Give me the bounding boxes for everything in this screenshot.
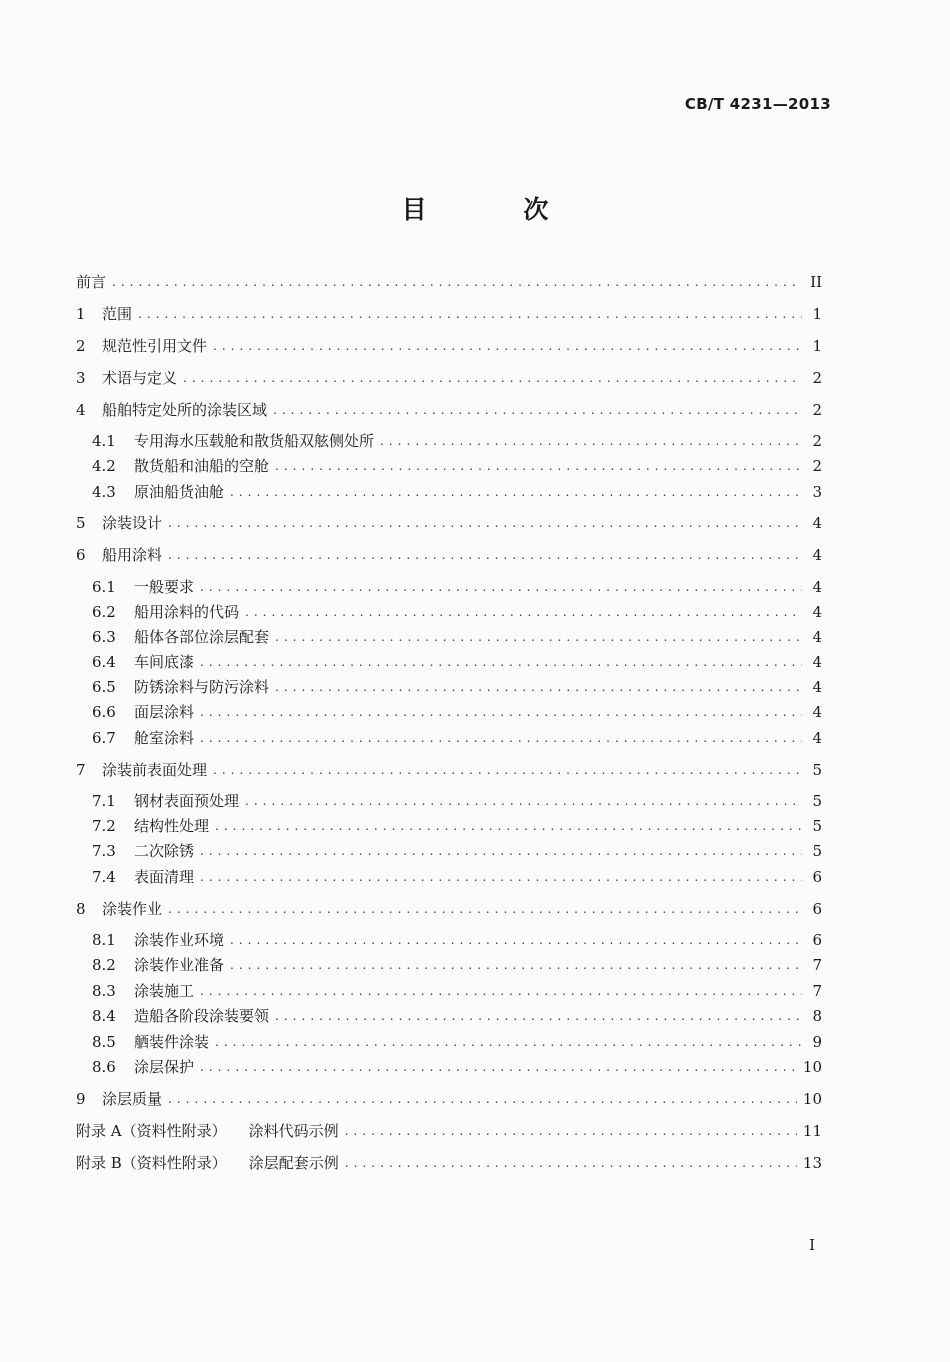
page-folio: I — [809, 1236, 815, 1254]
toc-entry-number: 3 — [76, 369, 86, 387]
toc-entry-page: 9 — [812, 1033, 822, 1051]
toc-entry — [92, 1031, 822, 1053]
toc-entry-number: 6.2 — [92, 603, 116, 621]
toc-leader-dots — [200, 866, 802, 888]
toc-entry — [92, 626, 822, 648]
toc-entry-page: 5 — [812, 761, 822, 779]
toc-leader-dots — [168, 1088, 797, 1110]
toc-entry — [92, 929, 822, 951]
toc-entry-page: 7 — [812, 982, 822, 1000]
toc-entry-label: 前言 — [76, 273, 107, 291]
toc-entry-page: 3 — [812, 483, 822, 501]
toc-entry-page: 6 — [812, 931, 822, 949]
toc-entry-label: 防锈涂料与防污涂料 — [134, 678, 270, 696]
toc-leader-dots — [275, 455, 802, 477]
toc-entry-number: 6.7 — [92, 729, 116, 747]
toc-leader-dots — [275, 1005, 802, 1027]
toc-leader-dots — [112, 271, 802, 293]
toc-entry-page: 4 — [812, 653, 822, 671]
toc-entry — [76, 335, 822, 357]
toc-entry-number: 6.3 — [92, 628, 116, 646]
toc-entry-label: 舾装件涂装 — [134, 1033, 210, 1051]
toc-entry — [76, 512, 822, 534]
toc-entry — [92, 980, 822, 1002]
toc-entry-page: 2 — [812, 401, 822, 419]
toc-entry-page: 6 — [812, 868, 822, 886]
toc-entry-number: 4 — [76, 401, 86, 419]
toc-entry-label: 船用涂料的代码 — [134, 603, 240, 621]
toc-leader-dots — [138, 303, 802, 325]
toc-leader-dots — [273, 399, 802, 421]
standard-code: CB/T 4231—2013 — [684, 95, 831, 113]
toc-entry-label: 钢材表面预处理 — [134, 792, 240, 810]
toc-entry-page: II — [810, 273, 822, 291]
toc-leader-dots — [200, 576, 802, 598]
toc-leader-dots — [245, 601, 802, 623]
toc-entry-number: 1 — [76, 305, 86, 323]
toc-entry-number: 7.4 — [92, 868, 116, 886]
toc-entry-label: 专用海水压载舱和散货船双舷侧处所 — [134, 432, 375, 450]
toc-entry-number: 9 — [76, 1090, 86, 1108]
toc-entry-label: 一般要求 — [134, 578, 195, 596]
toc-leader-dots — [168, 512, 802, 534]
toc-leader-dots — [168, 544, 802, 566]
toc-leader-dots — [215, 815, 802, 837]
toc-leader-dots — [200, 980, 802, 1002]
toc-entry-label: 表面清理 — [134, 868, 195, 886]
toc-leader-dots — [275, 676, 802, 698]
toc-entry-number: 7 — [76, 761, 86, 779]
toc-entry-number: 附录 A（资料性附录） — [76, 1122, 227, 1140]
toc-entry-label: 船用涂料 — [102, 546, 163, 564]
toc-entry — [76, 898, 822, 920]
toc-entry — [92, 1005, 822, 1027]
toc-entry — [92, 727, 822, 749]
toc-entry-number: 6.5 — [92, 678, 116, 696]
toc-entry-number: 8.1 — [92, 931, 116, 949]
toc-entry-number: 8.2 — [92, 956, 116, 974]
toc-entry-label: 舱室涂料 — [134, 729, 195, 747]
toc-entry — [76, 367, 822, 389]
toc-entry-page: 11 — [802, 1122, 822, 1140]
toc-entry — [76, 1120, 822, 1142]
toc-leader-dots — [380, 430, 802, 452]
toc-leader-dots — [213, 759, 802, 781]
toc-entry-label: 船体各部位涂层配套 — [134, 628, 270, 646]
toc-entry-page: 4 — [812, 703, 822, 721]
toc-leader-dots — [183, 367, 802, 389]
toc-entry-number: 4.3 — [92, 483, 116, 501]
toc-entry-label: 造船各阶段涂装要领 — [134, 1007, 270, 1025]
toc-entry-page: 4 — [812, 678, 822, 696]
toc-leader-dots — [200, 840, 802, 862]
toc-leader-dots — [168, 898, 802, 920]
toc-entry-number: 8.6 — [92, 1058, 116, 1076]
toc-entry-label: 结构性处理 — [134, 817, 210, 835]
toc-entry-page: 10 — [802, 1090, 822, 1108]
toc-entry-page: 1 — [812, 305, 822, 323]
toc-entry-label: 二次除锈 — [134, 842, 195, 860]
toc-entry — [76, 544, 822, 566]
toc-entry-page: 4 — [812, 578, 822, 596]
toc-leader-dots — [200, 727, 802, 749]
toc-entry-label: 散货船和油船的空舱 — [134, 457, 270, 475]
toc-entry-number: 8.4 — [92, 1007, 116, 1025]
toc-entry-page: 2 — [812, 432, 822, 450]
toc-leader-dots — [245, 790, 802, 812]
toc-entry-number: 8 — [76, 900, 86, 918]
toc-entry-page: 10 — [802, 1058, 822, 1076]
toc-entry — [76, 1152, 822, 1174]
toc-entry — [92, 481, 822, 503]
toc-entry-page: 4 — [812, 628, 822, 646]
toc-entry-label: 涂装设计 — [102, 514, 163, 532]
toc-entry-label: 涂装作业 — [102, 900, 163, 918]
toc-entry — [92, 701, 822, 723]
toc-entry — [92, 790, 822, 812]
page-title: 目 次 — [401, 195, 593, 224]
toc-entry-label: 术语与定义 — [102, 369, 178, 387]
toc-entry — [92, 840, 822, 862]
toc-entry — [92, 815, 822, 837]
toc-entry — [76, 303, 822, 325]
toc-leader-dots — [230, 481, 802, 503]
toc-entry-label: 范围 — [102, 305, 133, 323]
toc-entry — [92, 601, 822, 623]
toc-entry-number: 8.5 — [92, 1033, 116, 1051]
toc-entry-label: 规范性引用文件 — [102, 337, 208, 355]
toc-entry-number: 8.3 — [92, 982, 116, 1000]
toc-entry-label: 涂装前表面处理 — [102, 761, 208, 779]
toc-leader-dots — [230, 929, 802, 951]
toc-entry-label: 车间底漆 — [134, 653, 195, 671]
toc-leader-dots — [275, 626, 802, 648]
toc-entry-page: 4 — [812, 546, 822, 564]
toc-entry-label: 涂层质量 — [102, 1090, 163, 1108]
toc-leader-dots — [230, 954, 802, 976]
toc-entry-page: 13 — [802, 1154, 822, 1172]
toc-entry — [76, 1088, 822, 1110]
toc-entry-label: 原油船货油舱 — [134, 483, 225, 501]
toc-entry — [76, 271, 822, 293]
toc-entry-label: 船舶特定处所的涂装区域 — [102, 401, 268, 419]
toc-entry-number: 4.1 — [92, 432, 116, 450]
toc-entry-page: 5 — [812, 817, 822, 835]
toc-leader-dots — [213, 335, 802, 357]
toc-leader-dots — [215, 1031, 802, 1053]
toc-entry — [92, 954, 822, 976]
toc-entry-label: 涂层配套示例 — [248, 1154, 339, 1172]
toc-entry-number: 7.2 — [92, 817, 116, 835]
toc-entry-page: 6 — [812, 900, 822, 918]
toc-entry — [92, 430, 822, 452]
toc-entry-page: 4 — [812, 514, 822, 532]
toc-entry — [92, 576, 822, 598]
toc-leader-dots — [200, 651, 802, 673]
toc-leader-dots — [345, 1152, 797, 1174]
toc-entry-number: 7.1 — [92, 792, 116, 810]
toc-entry — [76, 399, 822, 421]
toc-entry-label: 面层涂料 — [134, 703, 195, 721]
toc-entry-number: 7.3 — [92, 842, 116, 860]
toc-entry-number: 6.4 — [92, 653, 116, 671]
toc-entry-page: 1 — [812, 337, 822, 355]
toc-entry-number: 4.2 — [92, 457, 116, 475]
toc-entry-page: 5 — [812, 792, 822, 810]
toc-leader-dots — [345, 1120, 797, 1142]
toc-entry-label: 涂装施工 — [134, 982, 195, 1000]
toc-entry — [92, 676, 822, 698]
toc-entry — [92, 1056, 822, 1078]
toc-entry-number: 附录 B（资料性附录） — [76, 1154, 227, 1172]
toc-entry-page: 2 — [812, 369, 822, 387]
toc-entry — [76, 759, 822, 781]
toc-entry-label: 涂装作业准备 — [134, 956, 225, 974]
toc-entry-number: 2 — [76, 337, 86, 355]
toc-leader-dots — [200, 701, 802, 723]
toc-entry-number: 6.6 — [92, 703, 116, 721]
toc-entry — [92, 455, 822, 477]
toc-entry-label: 涂料代码示例 — [248, 1122, 339, 1140]
toc-entry-page: 8 — [812, 1007, 822, 1025]
toc-entry-page: 5 — [812, 842, 822, 860]
toc-leader-dots — [200, 1056, 797, 1078]
toc-entry-label: 涂层保护 — [134, 1058, 195, 1076]
toc-entry-page: 7 — [812, 956, 822, 974]
toc-entry-page: 4 — [812, 729, 822, 747]
toc-entry-page: 2 — [812, 457, 822, 475]
toc-entry-page: 4 — [812, 603, 822, 621]
toc-entry-label: 涂装作业环境 — [134, 931, 225, 949]
toc-entry — [92, 866, 822, 888]
toc-entry-number: 6.1 — [92, 578, 116, 596]
toc-entry-number: 5 — [76, 514, 86, 532]
toc-entry-number: 6 — [76, 546, 86, 564]
toc-entry — [92, 651, 822, 673]
